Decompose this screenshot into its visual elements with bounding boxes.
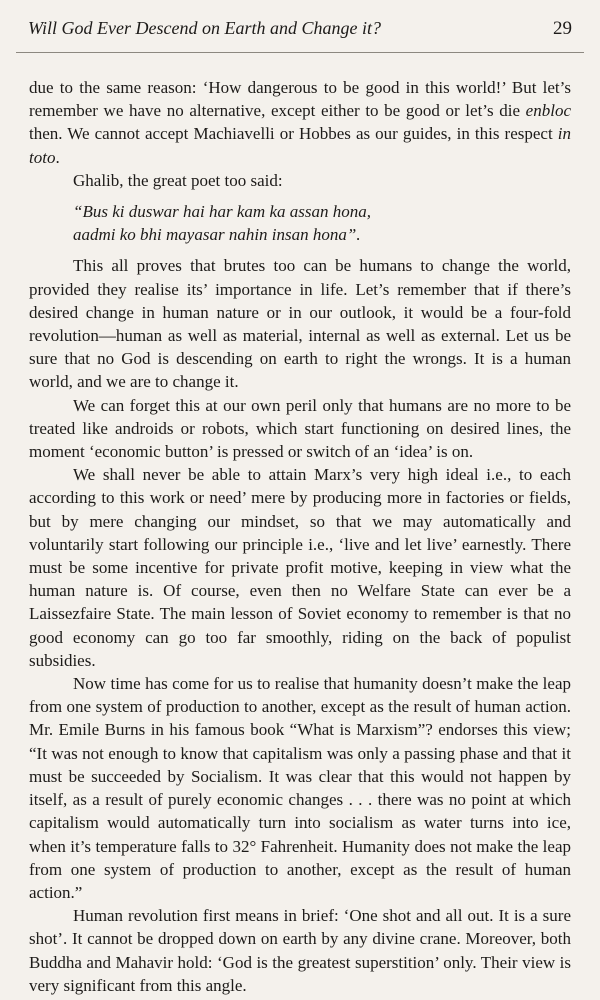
running-title: Will God Ever Descend on Earth and Change it?: [28, 18, 381, 38]
page-header: [28, 18, 572, 40]
page-number: 29: [553, 18, 572, 39]
paragraph-3: This all proves that brutes too can be humans to change the world, provided they realise its’ importance in life. Let’s remember that if there’s desired change in human nature or in our outlook, it would be a four-fold revolution—human as well as material, internal as well as external. Let us be sure that no God is descending on earth to right the wrongs. It is a human world, and we are to change it.: [29, 256, 571, 392]
verse-quote: [73, 200, 571, 246]
verse-line-1: “Bus ki duswar hai har kam ka assan hona,: [73, 202, 371, 222]
paragraph-5: We shall never be able to attain Marx’s very high ideal i.e., to each according to this work or need’ mere by producing more in factories or fields, but by mere changing our mindset, so that we may automatically and voluntarily start following our principle i.e., ‘live and let live’ earnestly. There must be some incentive for private profit motive, keeping in view what the human nature is. Of course, even then no Welfare State can ever be a Laissezfaire State. The main lesson of Soviet economy to remember is that no good economy can go too far smoothly, riding on the back of populist subsidies.: [29, 465, 571, 670]
paragraph-2: Ghalib, the great poet too said:: [73, 170, 283, 190]
paragraph-1-part-b: then. We cannot accept Machiavelli or Hobbes as our guides, in this respect: [29, 124, 558, 144]
paragraph-6: Now time has come for us to realise that humanity doesn’t make the leap from one system of production to another, except as the result of human action. Mr. Emile Burns in his famous book “What is Marxism”? endorses this view; “It was not enough to know that capitalism was only a passing phase and that it must be succeeded by Socialism. It was clear that this would not happen by itself, as a result of purely economic changes . . . there was no point at which capitalism would automatically turn into socialism as water turns into ice, when it’s temperature falls to 32° Fahrenheit. Humanity does not make the leap from one system of production to another, except as the result of human action.”: [29, 674, 571, 902]
italic-in-toto: in toto: [29, 124, 571, 167]
paragraph-1: [29, 76, 571, 169]
paragraph-4: We can forget this at our own peril only that humans are no more to be treated like androids or robots, which start functioning on desired lines, the moment ‘economic button’ is pressed or switch of an ‘idea’ is on.: [29, 395, 571, 462]
header-divider: [16, 52, 584, 53]
italic-enbloc: enbloc: [525, 101, 571, 121]
verse-line-2: aadmi ko bhi mayasar nahin insan hona”.: [73, 225, 361, 245]
paragraph-1-part-c: .: [55, 147, 60, 167]
paragraph-7: Human revolution first means in brief: ‘One shot and all out. It is a sure shot’. It cannot be dropped down on earth by any divine crane. Moreover, both Buddha and Mahavir hold: ‘God is the greatest superstition’ only. Their view is very significant from this angle.: [29, 906, 571, 995]
paragraph-1-part-a: due to the same reason: ‘How dangerous to be good in this world!’ But let’s remember we have no alternative, except either to be good or let’s die: [29, 78, 571, 121]
body-text: [29, 76, 571, 997]
